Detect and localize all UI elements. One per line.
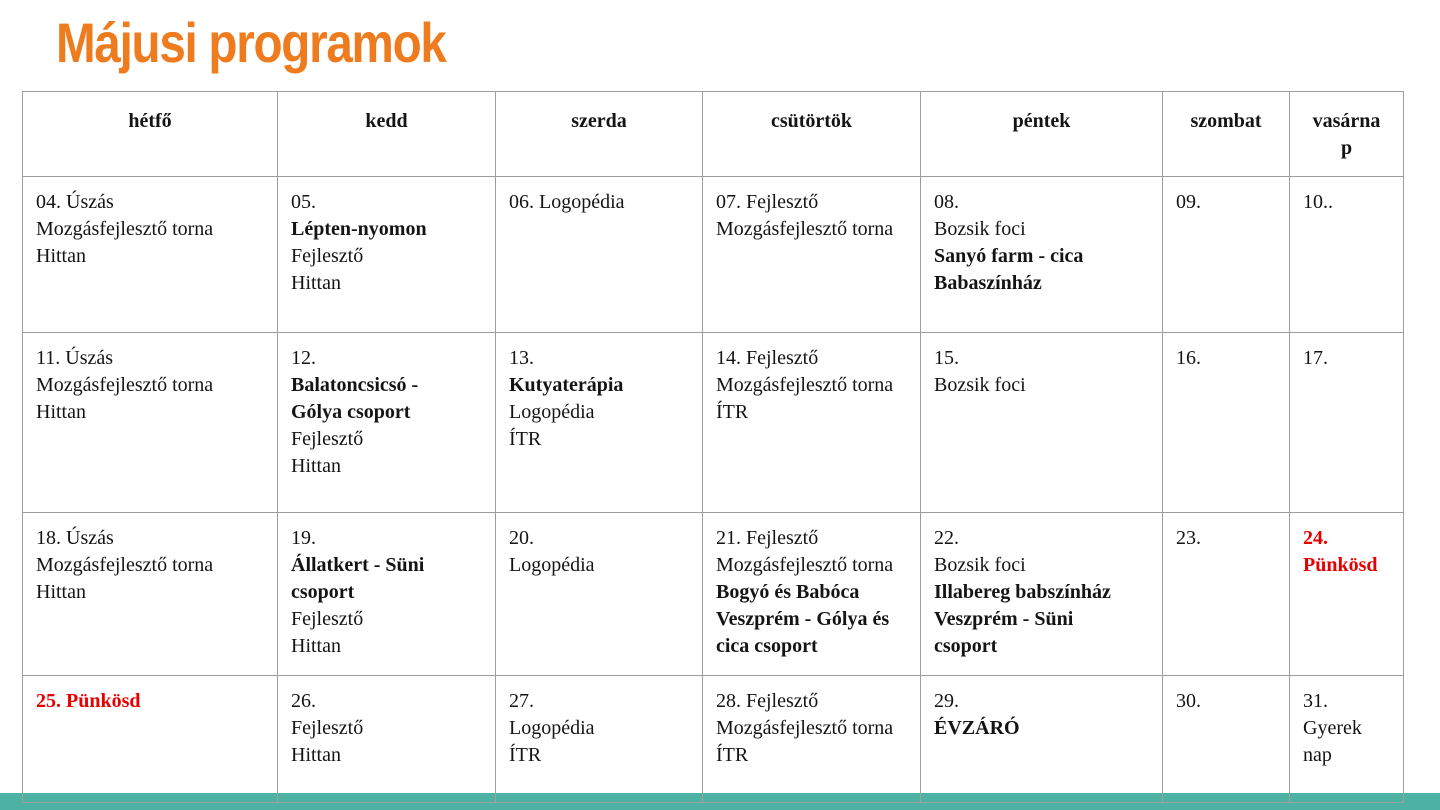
event-line: 31. <box>1303 690 1328 712</box>
event-line: ÍTR <box>509 744 542 766</box>
week-row-0 <box>23 177 1404 333</box>
week-row-2 <box>23 513 1404 676</box>
event-line: 14. Fejlesztő <box>716 347 819 369</box>
event-line: Fejlesztő <box>291 428 364 450</box>
weekday-label: péntek <box>1012 110 1071 132</box>
weekday-header-0 <box>23 92 278 177</box>
day-cell <box>921 676 1163 803</box>
event-line: Állatkert - Süni <box>291 554 425 576</box>
event-line: Mozgásfejlesztő torna <box>36 554 214 576</box>
event-line: Babaszínház <box>934 272 1042 294</box>
day-cell <box>496 177 703 333</box>
event-line: Fejlesztő <box>291 717 364 739</box>
weekday-header-row <box>23 92 1404 177</box>
event-line: Hittan <box>291 272 341 294</box>
week-row-3 <box>23 676 1404 803</box>
day-cell <box>23 513 278 676</box>
day-cell <box>703 333 921 513</box>
event-line: Hittan <box>36 581 86 603</box>
day-cell <box>703 676 921 803</box>
event-line: 23. <box>1176 527 1201 549</box>
event-line: ÍTR <box>716 401 749 423</box>
weekday-label: szerda <box>571 110 627 132</box>
event-line: Hittan <box>291 635 341 657</box>
holiday-line: 24. <box>1303 527 1328 549</box>
event-line: Fejlesztő <box>291 245 364 267</box>
day-cell <box>278 333 496 513</box>
event-line: Mozgásfejlesztő torna <box>716 554 894 576</box>
day-cell <box>23 333 278 513</box>
event-line: Illabereg babszínház <box>934 581 1111 603</box>
event-line: 28. Fejlesztő <box>716 690 819 712</box>
event-line: 16. <box>1176 347 1201 369</box>
event-line: 21. Fejlesztő <box>716 527 819 549</box>
day-cell <box>1163 676 1290 803</box>
day-cell <box>23 177 278 333</box>
event-line: csoport <box>934 635 998 657</box>
event-line: csoport <box>291 581 355 603</box>
day-cell <box>1290 177 1404 333</box>
event-line: Veszprém - Gólya és <box>716 608 890 630</box>
day-cell <box>278 513 496 676</box>
event-line: 12. <box>291 347 316 369</box>
weekday-label: kedd <box>365 110 408 132</box>
event-line: cica csoport <box>716 635 818 657</box>
weekday-header-1 <box>278 92 496 177</box>
event-line: 15. <box>934 347 959 369</box>
event-line: Logopédia <box>509 401 595 423</box>
event-line: Lépten-nyomon <box>291 218 427 240</box>
event-line: 29. <box>934 690 959 712</box>
event-line: Hittan <box>291 744 341 766</box>
day-cell <box>1290 333 1404 513</box>
event-line: nap <box>1303 744 1332 766</box>
event-line: 04. Úszás <box>36 191 114 213</box>
event-line: 06. Logopédia <box>509 191 625 213</box>
event-line: Sanyó farm - cica <box>934 245 1084 267</box>
event-line: 27. <box>509 690 534 712</box>
event-line: Hittan <box>36 401 86 423</box>
day-cell <box>496 676 703 803</box>
event-line: ÍTR <box>509 428 542 450</box>
event-line: Mozgásfejlesztő torna <box>716 717 894 739</box>
event-line: Kutyaterápia <box>509 374 624 396</box>
day-cell <box>921 177 1163 333</box>
weekday-header-2 <box>496 92 703 177</box>
day-cell <box>1163 177 1290 333</box>
weekday-header-4 <box>921 92 1163 177</box>
event-line: 22. <box>934 527 959 549</box>
event-line: ÉVZÁRÓ <box>934 717 1020 739</box>
page-title: Májusi programok <box>56 11 446 74</box>
day-cell <box>1290 513 1404 676</box>
day-cell <box>496 513 703 676</box>
weekday-label: csütörtök <box>770 110 853 132</box>
event-line: Balatoncsicsó - <box>291 374 419 396</box>
event-line: Gólya csoport <box>291 401 411 423</box>
holiday-line: Pünkösd <box>1303 554 1378 576</box>
event-line: ÍTR <box>716 744 749 766</box>
event-line: Bogyó és Babóca <box>716 581 860 603</box>
event-line: Bozsik foci <box>934 218 1026 240</box>
event-line: 18. Úszás <box>36 527 114 549</box>
event-line: Mozgásfejlesztő torna <box>716 374 894 396</box>
event-line: 07. Fejlesztő <box>716 191 819 213</box>
event-line: 17. <box>1303 347 1328 369</box>
day-cell <box>278 676 496 803</box>
weekday-header-6 <box>1290 92 1404 177</box>
event-line: 08. <box>934 191 959 213</box>
weekday-label: vasárnap <box>1312 110 1381 159</box>
week-row-1 <box>23 333 1404 513</box>
event-line: Logopédia <box>509 554 595 576</box>
holiday-line: 25. Pünkösd <box>36 690 141 712</box>
day-cell <box>1163 513 1290 676</box>
day-cell <box>23 676 278 803</box>
event-line: Hittan <box>36 245 86 267</box>
event-line: Bozsik foci <box>934 374 1026 396</box>
event-line: Fejlesztő <box>291 608 364 630</box>
event-line: 20. <box>509 527 534 549</box>
calendar-table <box>22 91 1404 803</box>
day-cell <box>703 177 921 333</box>
event-line: 26. <box>291 690 316 712</box>
event-line: Bozsik foci <box>934 554 1026 576</box>
weekday-header-3 <box>703 92 921 177</box>
event-line: 10.. <box>1303 191 1333 213</box>
day-cell <box>703 513 921 676</box>
event-line: 30. <box>1176 690 1201 712</box>
event-line: Veszprém - Süni <box>934 608 1074 630</box>
weekday-label: szombat <box>1190 110 1262 132</box>
event-line: Mozgásfejlesztő torna <box>36 218 214 240</box>
day-cell <box>1163 333 1290 513</box>
day-cell <box>278 177 496 333</box>
weekday-label: hétfő <box>128 110 172 132</box>
event-line: Mozgásfejlesztő torna <box>36 374 214 396</box>
event-line: 13. <box>509 347 534 369</box>
event-line: Hittan <box>291 455 341 477</box>
day-cell <box>921 513 1163 676</box>
weekday-header-5 <box>1163 92 1290 177</box>
day-cell <box>1290 676 1404 803</box>
day-cell <box>921 333 1163 513</box>
event-line: 09. <box>1176 191 1201 213</box>
event-line: 11. Úszás <box>36 347 114 369</box>
event-line: Mozgásfejlesztő torna <box>716 218 894 240</box>
event-line: 05. <box>291 191 316 213</box>
event-line: 19. <box>291 527 316 549</box>
event-line: Gyerek <box>1303 717 1362 739</box>
event-line: Logopédia <box>509 717 595 739</box>
day-cell <box>496 333 703 513</box>
